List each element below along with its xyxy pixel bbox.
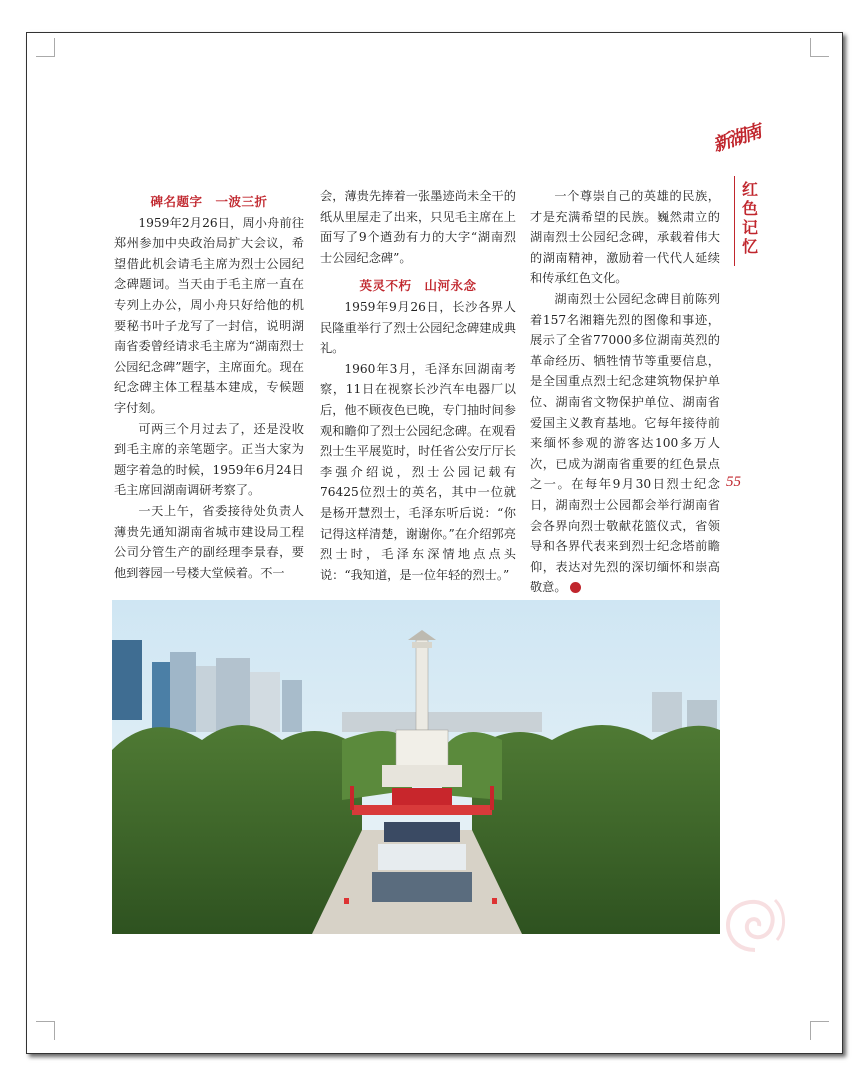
monument-photo xyxy=(112,600,720,934)
brand-script-title: 新湖南 xyxy=(710,121,763,157)
swirl-decoration-icon xyxy=(715,880,795,960)
crop-mark-top-left xyxy=(36,38,55,57)
section-title-char: 记 xyxy=(741,218,758,237)
article-column-1 xyxy=(114,186,304,583)
end-mark-icon: ✿ xyxy=(570,582,581,593)
paragraph: 一天上午，省委接待处负责人薄贵先通知湖南省城市建设局工程公司分管生产的副经理李景春，要他到蓉园一号楼大堂候着。不一 xyxy=(114,503,304,580)
crop-mark-bottom-left xyxy=(36,1021,55,1040)
paragraph: 1959年9月26日，长沙各界人民隆重举行了烈士公园纪念碑建成典礼。 xyxy=(320,299,516,356)
paragraph: 1960年3月，毛泽东回湖南考察，11日在视察长沙汽车电器厂以后，他不顾夜色已晚，专门抽时间参观和瞻仰了烈士公园纪念碑。在观看烈士生平展览时，时任省公安厅厅长李强介绍说，烈士公园记载有76425位烈士的英名，其中一位就是杨开慧烈士，毛泽东听后说：“你记得这样清楚，谢谢你。”在介绍郭亮烈士时，毛泽东深情地点点头说：“我知道，是一位年轻的烈士。” xyxy=(320,361,516,582)
section-title-char: 色 xyxy=(741,199,758,218)
section-heading: 英灵不朽 山河永念 xyxy=(359,278,477,294)
brand-logo xyxy=(710,121,763,157)
paragraph-continued: 会，薄贵先捧着一张墨迹尚未全干的纸从里屋走了出来，只见毛主席在上面写了9个遒劲有力的大字“湖南烈士公园纪念碑”。 xyxy=(320,189,516,265)
paragraph: 一个尊崇自己的英雄的民族，才是充满希望的民族。巍然肃立的湖南烈士公园纪念碑，承载着伟大的湖南精神，激励着一代代人延续和传承红色文化。 xyxy=(530,189,720,286)
crop-mark-bottom-right xyxy=(810,1021,829,1040)
section-title xyxy=(741,180,759,256)
section-title-char: 忆 xyxy=(741,237,758,256)
article-column-2 xyxy=(320,186,516,585)
section-title-char: 红 xyxy=(741,180,758,199)
paragraph-text: 湖南烈士公园纪念碑目前陈列着157名湘籍先烈的图像和事迹，展示了全省77000多位湖南英烈的革命经历、牺牲情节等重要信息，是全国重点烈士纪念建筑物保护单位、湖南省文物保护单位、湖南省爱国主义教育基地。它每年接待前来缅怀参观的游客达100多万人次，已成为湖南省重要的红色景点之一。在每年9月30日烈士纪念日，湖南烈士公园都会举行湖南省会各界向烈士敬献花篮仪式，省领导和各界代表来到烈士纪念塔前瞻仰，表达对先烈的深切缅怀和崇高敬意。 xyxy=(530,291,720,595)
brand-divider xyxy=(734,176,735,266)
paragraph: 1959年2月26日，周小舟前往郑州参加中央政治局扩大会议，希望借此机会请毛主席为烈士公园纪念碑题词。当天由于毛主席一直在专列上办公，周小舟只好给他的机要秘书叶子龙写了一封信，说明湖南省委曾经请求毛主席为“湖南烈士公园纪念碑”题字，主席面允。现在纪念碑主体工程基本建成，专候题字付刻。 xyxy=(114,215,304,415)
crop-mark-top-right xyxy=(810,38,829,57)
paragraph xyxy=(530,289,720,598)
article-column-3 xyxy=(530,186,720,620)
page-number: 55 xyxy=(726,474,741,490)
paragraph: 可两三个月过去了，还是没收到毛主席的亲笔题字。正当大家为题字着急的时候，1959年6月24日毛主席回湖南调研考察了。 xyxy=(114,421,304,498)
section-heading: 碑名题字 一波三折 xyxy=(150,194,268,209)
